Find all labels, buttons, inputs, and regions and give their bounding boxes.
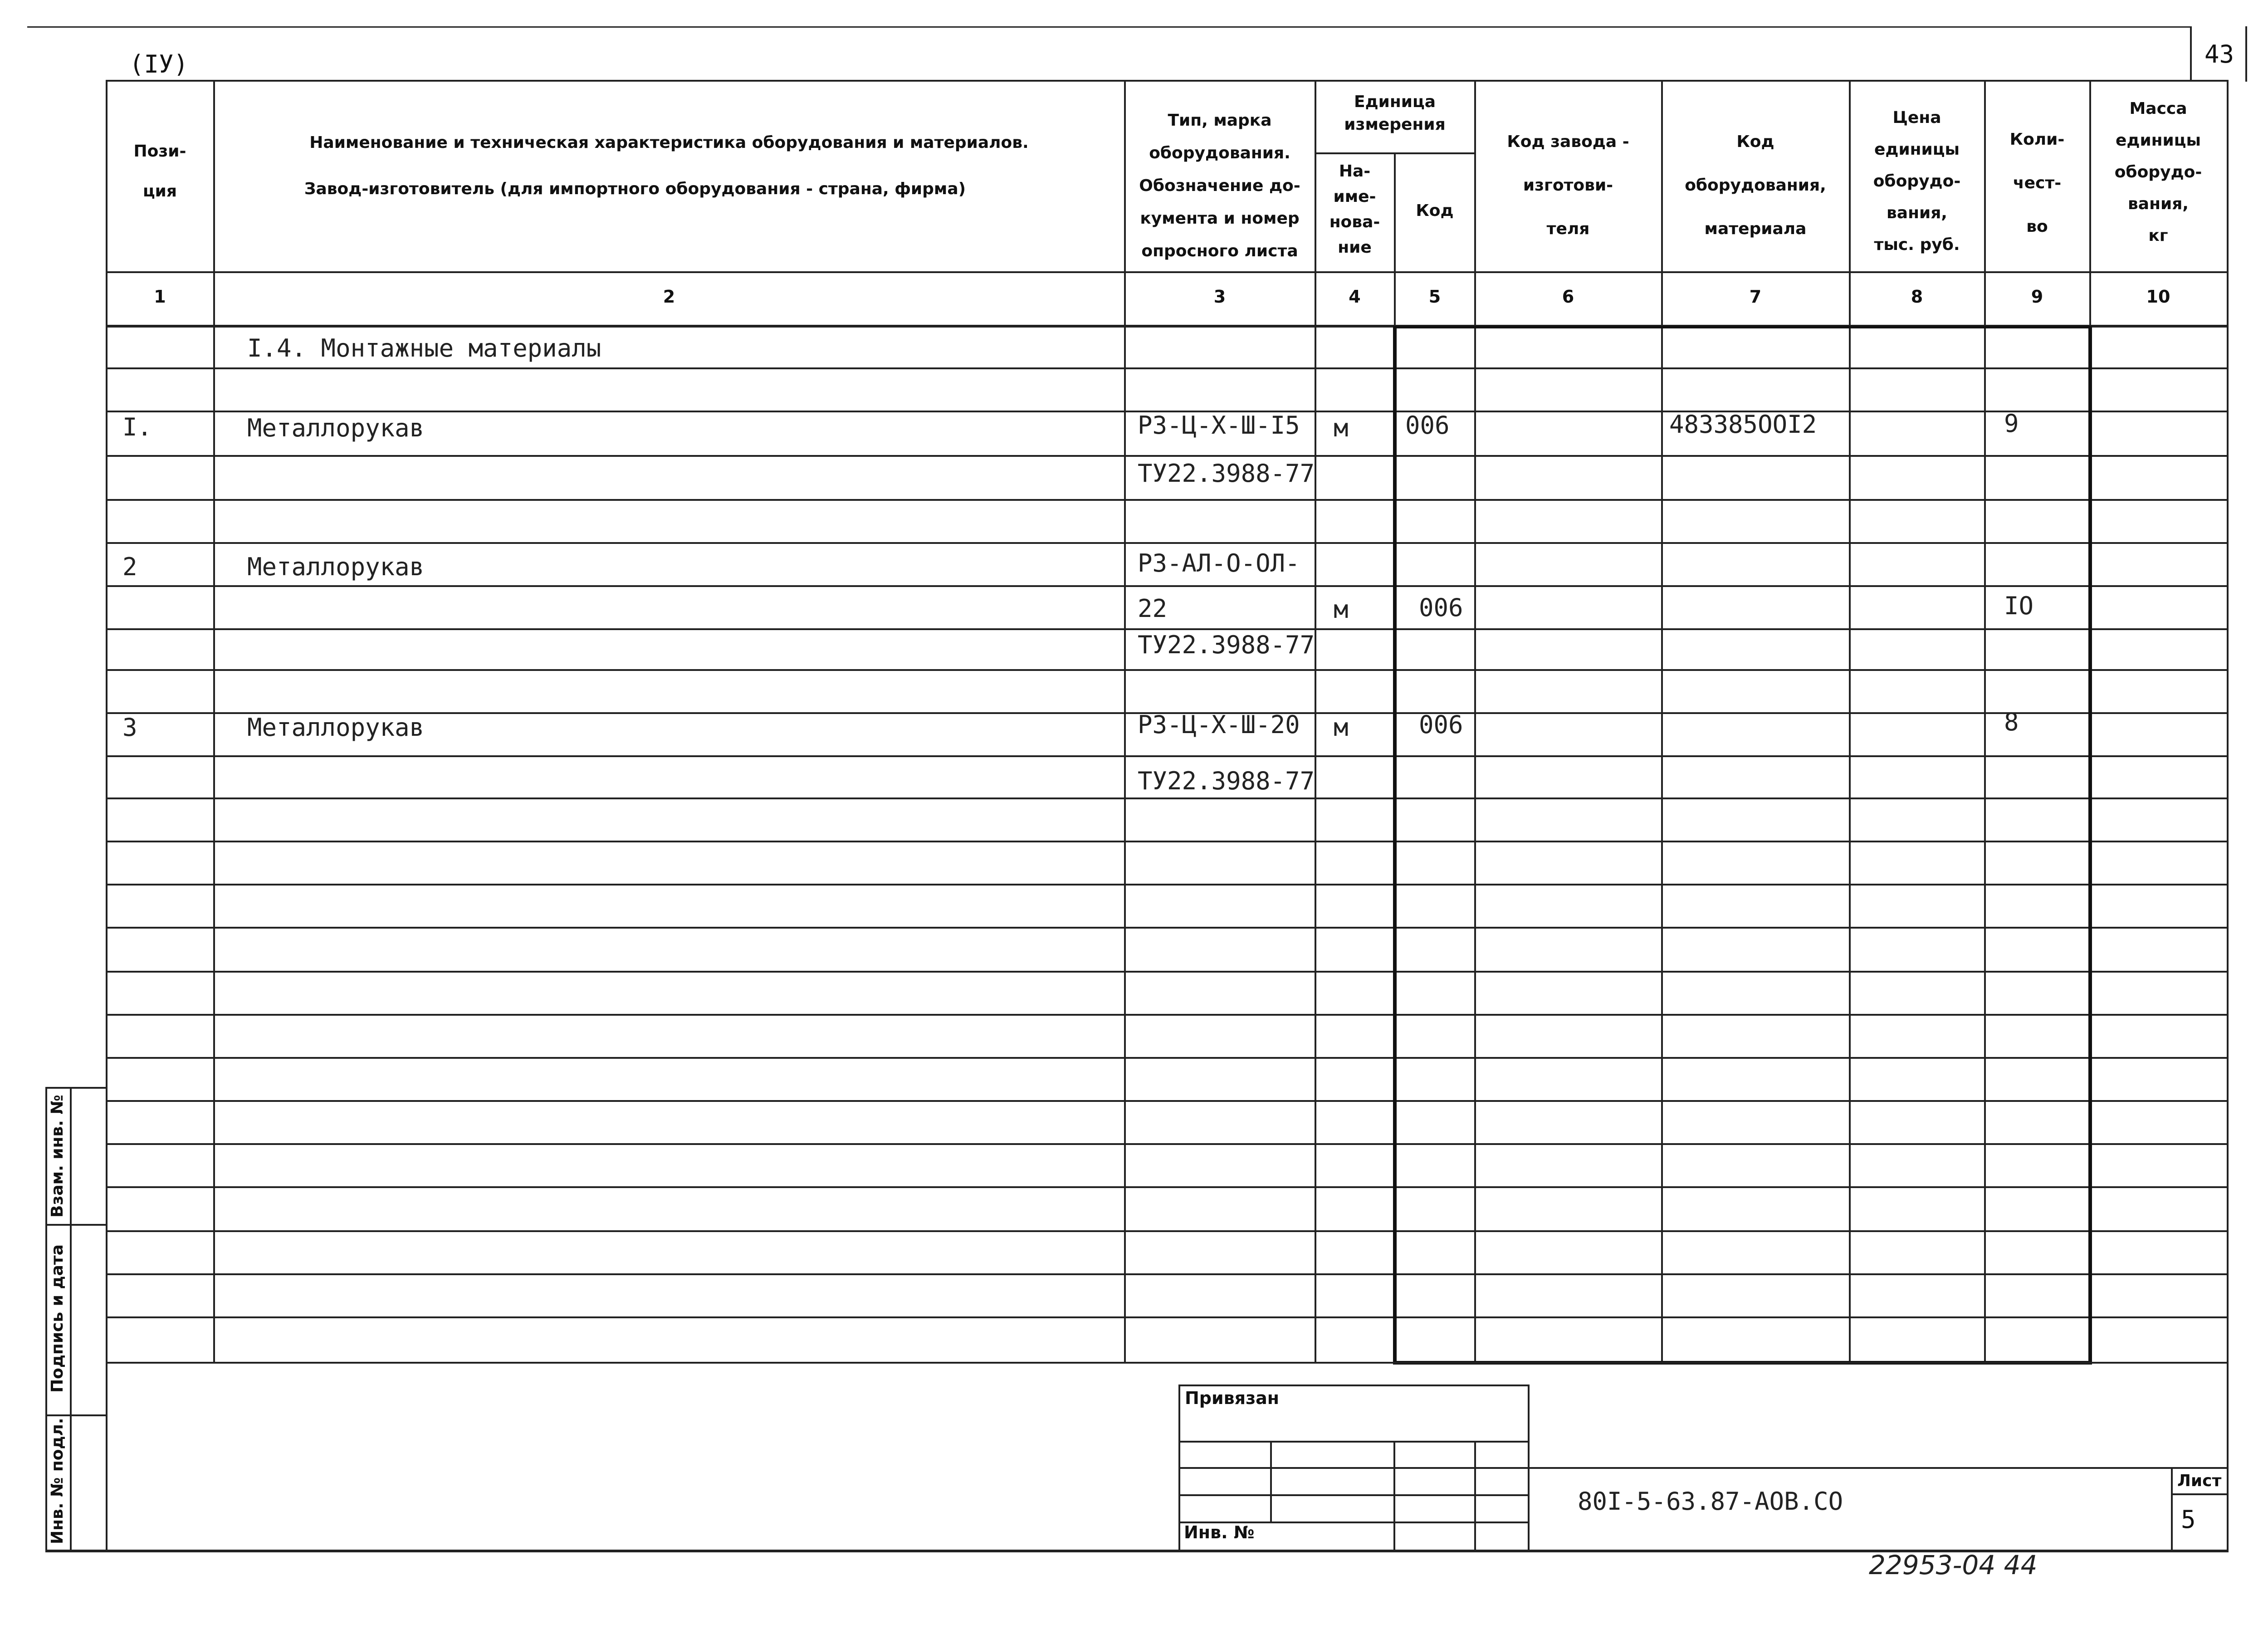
item-2-type-line1: РЗ-АЛ-О-ОЛ- xyxy=(1138,549,1300,577)
item-2-type-line2: 22 xyxy=(1138,594,1168,623)
item-3-type-line2: ТУ22.3988-77 xyxy=(1138,767,1315,795)
row-line xyxy=(106,628,2229,630)
page-number-box-right xyxy=(2245,26,2247,82)
linked-col-3 xyxy=(1474,1441,1476,1551)
linked-box-top xyxy=(1178,1384,1530,1386)
thick-box-top xyxy=(1393,326,2092,328)
item-2-quantity: IO xyxy=(2004,592,2034,620)
item-1-unit: м xyxy=(1334,414,1349,442)
header-mass: Масса единицы оборудо- вания, кг xyxy=(2114,99,2202,245)
header-factory-code: Код завода - изготови- теля xyxy=(1507,132,1629,238)
header-name-line2: Завод-изготовитель (для импортного оборудования - страна, фирма) xyxy=(304,180,966,198)
column-number-5: 5 xyxy=(1428,287,1441,307)
side-stamp-top xyxy=(45,1087,107,1089)
row-line xyxy=(106,542,2229,544)
col-divider-1 xyxy=(213,80,215,1364)
item-3-unit-code: 006 xyxy=(1419,710,1463,739)
side-stamp-outer xyxy=(45,1087,47,1551)
side-stamp-divider-2 xyxy=(45,1414,107,1416)
side-stamp-divider-1 xyxy=(45,1224,107,1226)
column-number-7: 7 xyxy=(1749,287,1762,307)
thick-box-right xyxy=(2088,326,2092,1365)
col-divider-7 xyxy=(1849,80,1851,1364)
column-number-1: 1 xyxy=(154,287,166,307)
corner-label: (IУ) xyxy=(129,50,189,78)
table-top-border xyxy=(106,80,2229,82)
inventory-number-label: Инв. № xyxy=(1184,1522,1255,1542)
row-line xyxy=(106,841,2229,842)
linked-label: Привязан xyxy=(1185,1388,1280,1408)
item-2-unit-code: 006 xyxy=(1419,593,1463,622)
row-line xyxy=(106,455,2229,457)
col-divider-8 xyxy=(1984,80,1986,1364)
column-number-8: 8 xyxy=(1911,287,1923,307)
footer-note: 22953-04 44 xyxy=(1869,1550,2038,1580)
column-number-3: 3 xyxy=(1213,287,1226,307)
linked-row-3 xyxy=(1178,1494,1530,1496)
row-line xyxy=(106,755,2229,757)
row-line xyxy=(106,1230,2229,1232)
header-position: Пози- ция xyxy=(133,142,186,201)
code-area-top xyxy=(1528,1467,2229,1469)
item-2-name: Металлорукав xyxy=(247,553,425,581)
item-1-position: I. xyxy=(122,413,152,441)
item-2-unit: м xyxy=(1334,595,1349,624)
item-1-type-line1: РЗ-Ц-Х-Ш-I5 xyxy=(1138,411,1300,440)
item-2-type-line3: ТУ22.3988-77 xyxy=(1138,631,1315,659)
row-line xyxy=(106,1100,2229,1102)
item-1-unit-code: 006 xyxy=(1405,411,1450,440)
row-line xyxy=(106,1014,2229,1016)
section-title: I.4. Монтажные материалы xyxy=(247,334,601,362)
table-left-border xyxy=(106,80,108,1552)
linked-col-2 xyxy=(1393,1441,1395,1551)
col-divider-6 xyxy=(1661,80,1663,1364)
page-number: 43 xyxy=(2204,40,2234,68)
linked-col-1 xyxy=(1270,1441,1272,1521)
item-1-quantity: 9 xyxy=(2004,409,2019,438)
header-name-line1: Наименование и техническая характеристика оборудования и материалов. xyxy=(309,133,1029,152)
column-number-6: 6 xyxy=(1562,287,1574,307)
sheet-number: 5 xyxy=(2181,1505,2196,1534)
row-line xyxy=(106,585,2229,587)
header-quantity: Коли- чест- во xyxy=(2009,130,2065,236)
linked-row-1 xyxy=(1178,1441,1530,1443)
side-stamp-inner xyxy=(70,1087,72,1551)
side-label-original-inv: Инв. № подл. xyxy=(48,1418,67,1544)
page-number-box-left xyxy=(2190,26,2192,82)
row-line xyxy=(106,1316,2229,1318)
header-unit-code: Код xyxy=(1416,201,1454,220)
item-3-type-line1: РЗ-Ц-Х-Ш-20 xyxy=(1138,710,1300,739)
row-line xyxy=(106,1057,2229,1059)
column-number-9: 9 xyxy=(2031,287,2043,307)
sheet-label: Лист xyxy=(2177,1472,2222,1490)
linked-row-2 xyxy=(1178,1467,1530,1469)
row-line xyxy=(106,797,2229,799)
row-line xyxy=(106,1186,2229,1188)
item-3-unit: м xyxy=(1334,713,1349,742)
table-bottom-line xyxy=(106,1362,2229,1364)
sheet-box-left xyxy=(2171,1467,2173,1551)
row-line xyxy=(106,499,2229,501)
row-line xyxy=(106,1143,2229,1145)
header-bottom-line xyxy=(106,271,2229,273)
row-line xyxy=(106,884,2229,885)
col-divider-2 xyxy=(1124,80,1126,1364)
header-type: Тип, марка оборудования. Обозначение до- кумента и номер опросного листа xyxy=(1139,111,1300,260)
row-line xyxy=(106,367,2229,369)
side-label-replacement-inv: Взам. инв. № xyxy=(48,1095,67,1218)
side-label-signature-date: Подпись и дата xyxy=(48,1244,67,1393)
header-price: Цена единицы оборудо- вания, тыс. руб. xyxy=(1873,108,1961,254)
item-1-material-code: 483385OOI2 xyxy=(1669,410,1817,439)
thick-box-left xyxy=(1393,326,1397,1365)
top-rule xyxy=(27,26,2191,28)
header-material-code: Код оборудования, материала xyxy=(1685,132,1826,238)
row-line xyxy=(106,971,2229,973)
row-line xyxy=(106,669,2229,671)
item-1-name: Металлорукав xyxy=(247,414,425,442)
sheet-box-divider xyxy=(2171,1493,2229,1495)
item-2-position: 2 xyxy=(122,553,137,581)
document-code: 80I-5-63.87-АОВ.СО xyxy=(1578,1487,1843,1516)
row-line xyxy=(106,1273,2229,1275)
column-number-2: 2 xyxy=(663,287,675,307)
col-divider-5 xyxy=(1474,80,1476,1364)
item-1-type-line2: ТУ22.3988-77 xyxy=(1138,459,1315,488)
header-unit-name: На- име- нова- ние xyxy=(1329,162,1380,257)
item-3-name: Металлорукав xyxy=(247,713,425,742)
header-unit-group: Единица измерения xyxy=(1344,93,1446,134)
item-3-position: 3 xyxy=(122,713,137,742)
row-line xyxy=(106,927,2229,929)
table-right-border xyxy=(2227,80,2229,1552)
item-3-quantity: 8 xyxy=(2004,708,2019,736)
column-number-10: 10 xyxy=(2146,287,2170,307)
col-divider-3 xyxy=(1315,80,1316,1364)
column-number-4: 4 xyxy=(1349,287,1361,307)
